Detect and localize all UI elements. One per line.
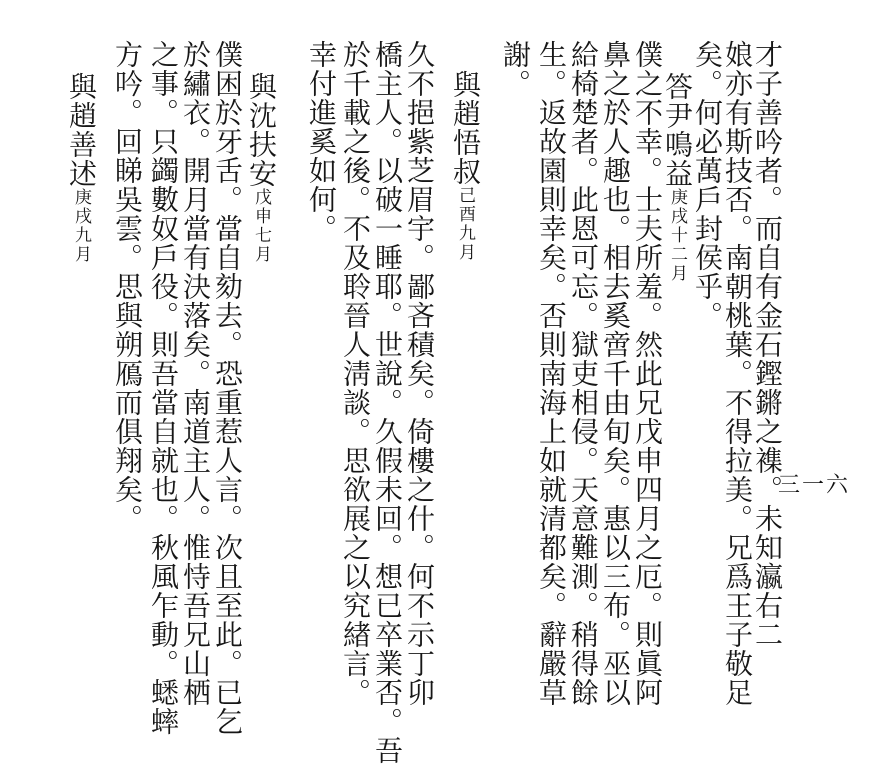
- letter-title: 與趙悟叔: [449, 70, 482, 186]
- text-column-12: [372, 40, 402, 765]
- text-column-17: [180, 40, 210, 707]
- column-text: 橋主人。以破一睡耶。世說。久假未回。想已卒業否。吾: [371, 40, 404, 765]
- letter-date: 庚戌九月: [71, 188, 91, 264]
- column-text: 娘亦有斯技否。南朝桃葉。不得拉美。兄爲王子敬足: [721, 40, 754, 707]
- letter-heading-sim-buan: [246, 72, 276, 264]
- letter-title: 與沈扶安: [245, 72, 278, 188]
- text-column-14: [306, 40, 336, 243]
- column-text: 於繡衣。開月當有決落矣。南道主人。惟恃吾兄山栖: [179, 40, 212, 707]
- letter-date: 戊申七月: [251, 188, 271, 264]
- column-text: 謝。: [499, 40, 532, 98]
- column-text: 於千載之後。不及聆晉人淸談。思欲展之以究緖言。: [339, 40, 372, 707]
- column-text: 矣。何必萬戶封侯乎。: [691, 40, 724, 330]
- column-text: 僕之不幸。士夫所羞。然此兄戊申四月之厄。則眞阿: [631, 40, 664, 707]
- letter-date: 庚戌十二月: [667, 188, 687, 283]
- letter-heading-jo-ohsuk: [450, 70, 480, 262]
- text-column-11: [404, 40, 434, 707]
- text-column-13: [340, 40, 370, 707]
- text-column-16: [212, 40, 242, 736]
- letter-heading-yun-myeongik: [662, 72, 692, 283]
- letter-title: 與趙善述: [65, 72, 98, 188]
- column-text: 方吟。回睇吳雲。思與朔鴈而俱翔矣。: [111, 40, 144, 533]
- column-text: 幸付進奚如何。: [305, 40, 338, 243]
- column-text: 之事。只蠲數奴戶役。則吾當自就也。秋風乍動。蟋蟀: [147, 40, 180, 736]
- column-text: 僕困於牙舌。當自劾去。恐重惹人言。次且至此。已乞: [211, 40, 244, 736]
- column-text: 才子善吟者。而自有金石鏗鏘之襍。未知瀛右二: [751, 40, 784, 649]
- text-column-1: [752, 40, 782, 649]
- text-column-5: [632, 40, 662, 707]
- column-text: 久不挹紫芝眉宇。鄙吝積矣。倚樓之什。何不示丁卯: [403, 40, 436, 707]
- letter-heading-jo-seonsul: [66, 72, 96, 264]
- column-text: 生。返故園則幸矣。否則南海上如就清都矣。辭嚴草: [535, 40, 568, 707]
- text-column-2: [722, 40, 752, 707]
- letter-title: 答尹鳴益: [661, 72, 694, 188]
- page-number: 三一六: [777, 473, 850, 498]
- text-column-3: [692, 40, 722, 330]
- column-text: 鼻之於人趣也。相去奚啻千由旬矣。惠以三布。巫以: [599, 40, 632, 707]
- text-column-7: [568, 40, 598, 707]
- column-text: 給椅楚者。此恩可忘。獄吏相侵。天意難測。稍得餘: [567, 40, 600, 707]
- text-column-18: [148, 40, 178, 736]
- text-column-6: [600, 40, 630, 707]
- text-column-8: [536, 40, 566, 707]
- text-column-19: [112, 40, 142, 533]
- text-column-9: [500, 40, 530, 98]
- letter-date: 己酉九月: [455, 186, 475, 262]
